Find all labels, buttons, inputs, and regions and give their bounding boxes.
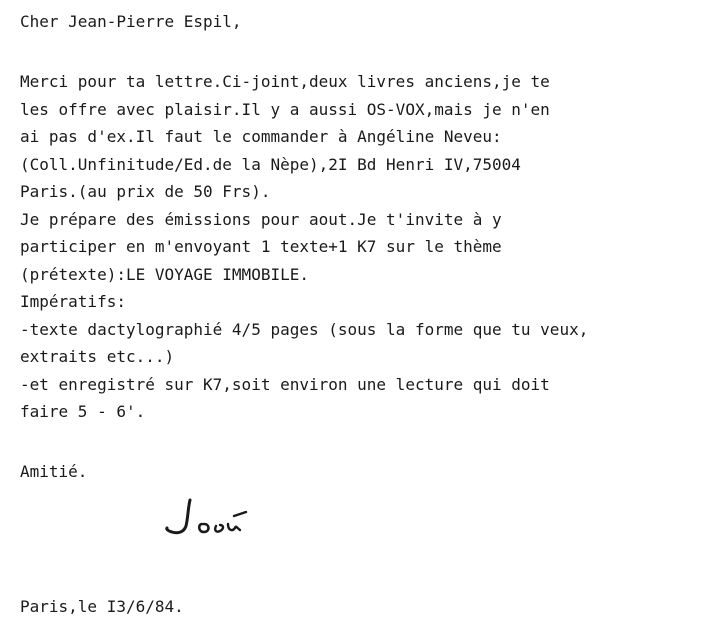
body-line: ai pas d'ex.Il faut le commander à Angéline Neveu:	[20, 127, 502, 146]
body-line: -texte dactylographié 4/5 pages (sous la forme que tu veux,	[20, 320, 589, 339]
body-line: les offre avec plaisir.Il y a aussi OS-VOX,mais je n'en	[20, 100, 550, 119]
closing: Amitié.	[20, 462, 88, 481]
place-date: Paris,le I3/6/84.	[20, 597, 184, 616]
body-line: extraits etc...)	[20, 347, 175, 366]
body-line: Impératifs:	[20, 292, 126, 311]
body-line: faire 5 - 6'.	[20, 402, 146, 421]
handwritten-signature	[158, 494, 288, 544]
body-line: participer en m'envoyant 1 texte+1 K7 sur le thème	[20, 237, 502, 256]
body-line: Paris.(au prix de 50 Frs).	[20, 182, 271, 201]
body-line: -et enregistré sur K7,soit environ une lecture qui doit	[20, 375, 550, 394]
body-line: (Coll.Unfinitude/Ed.de la Nèpe),2I Bd Henri IV,75004	[20, 155, 521, 174]
body-line: Merci pour ta lettre.Ci-joint,deux livres anciens,je te	[20, 72, 550, 91]
body-line: (prétexte):LE VOYAGE IMMOBILE.	[20, 265, 309, 284]
body-line: Je prépare des émissions pour aout.Je t'invite à y	[20, 210, 502, 229]
salutation: Cher Jean-Pierre Espil,	[20, 12, 242, 31]
